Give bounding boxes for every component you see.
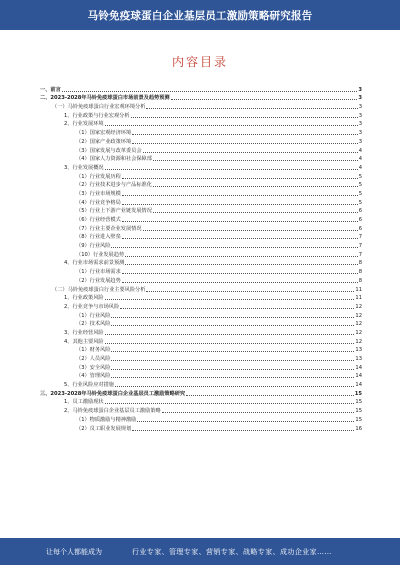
toc-entry-label: 2、行业竞争与市场风险	[64, 303, 120, 310]
toc-entry-page: 3	[358, 104, 362, 111]
toc-entry-page: 13	[355, 356, 362, 362]
toc-entry[interactable]	[40, 258, 362, 267]
toc-entry[interactable]	[40, 371, 362, 380]
toc-entry-page: 7	[358, 234, 362, 241]
toc-leader-dots	[143, 230, 358, 231]
toc-entry-page: 12	[355, 303, 362, 310]
toc-leader-dots	[105, 334, 355, 335]
toc-entry-label: （2）行业技术进步与产品标准化	[76, 182, 152, 189]
toc-entry-label: 5、行业风险应对措施	[64, 382, 114, 389]
toc-entry-page: 3	[358, 86, 362, 93]
toc-entry-page: 5	[358, 173, 362, 180]
toc-entry[interactable]	[40, 336, 362, 345]
toc-leader-dots	[143, 152, 358, 153]
toc-leader-dots	[171, 99, 358, 100]
toc-entry-label: 一、前言	[40, 86, 61, 93]
toc-entry-label: （1）财务风险	[76, 347, 111, 354]
toc-entry[interactable]	[40, 84, 362, 93]
footer-roles: 行业专家、管理专家、营销专家、战略专家、成功企业家……	[132, 547, 332, 556]
toc-entry[interactable]	[40, 180, 362, 189]
toc-entry-label: （3）安全风险	[76, 364, 111, 371]
toc-entry-page: 14	[355, 373, 362, 380]
toc-entry-label: 2、马铃免疫球蛋白企业基层员工激励策略	[64, 408, 161, 415]
toc-leader-dots	[122, 238, 358, 239]
toc-entry[interactable]	[40, 127, 362, 136]
toc-leader-dots	[111, 369, 354, 370]
toc-entry-label: （1）行业发展历程	[76, 173, 121, 180]
toc-entry-page: 15	[355, 399, 362, 406]
toc-entry-label: （2）技术风险	[76, 321, 111, 328]
toc-leader-dots	[111, 325, 354, 326]
toc-entry[interactable]	[40, 249, 362, 258]
toc-entry-page: 3	[358, 95, 362, 102]
toc-leader-dots	[62, 91, 358, 92]
toc-entry-page: 5	[358, 190, 362, 197]
toc-entry-label: 1、行业政策风险	[64, 295, 104, 302]
toc-entry-label: 1、行业政策与行业宏观分析	[64, 112, 130, 119]
toc-entry[interactable]	[40, 345, 362, 354]
toc-entry-page: 13	[355, 347, 362, 354]
toc-entry[interactable]	[40, 136, 362, 145]
toc-entry[interactable]	[40, 423, 362, 432]
toc-entry[interactable]	[40, 188, 362, 197]
toc-entry-label: （10）行业发展趋势	[76, 251, 125, 258]
toc-entry-label: 4、行业市场需求前景预测	[64, 260, 125, 267]
toc-entry-label: （4）管理风险	[76, 373, 111, 380]
toc-entry-page: 3	[358, 138, 362, 145]
toc-entry-label: （8）行业进入壁垒	[76, 234, 121, 241]
toc-entry-page: 6	[358, 225, 362, 232]
toc-leader-dots	[131, 117, 358, 118]
toc-entry-label: （1）物质激励与精神激励	[76, 416, 137, 423]
toc-leader-dots	[132, 143, 358, 144]
table-of-contents	[40, 84, 362, 432]
toc-entry-page: 11	[355, 295, 362, 302]
toc-entry-page: 15	[354, 390, 362, 397]
toc-entry-label: 3、行业发展概况	[64, 164, 104, 171]
toc-entry-label: 1、员工激励现状	[64, 399, 104, 406]
toc-entry-page: 6	[358, 217, 362, 223]
toc-entry[interactable]	[40, 388, 362, 397]
toc-leader-dots	[115, 386, 354, 387]
toc-entry-label: 3、行业经营风险	[64, 329, 104, 336]
toc-entry-page: 12	[355, 321, 362, 328]
toc-entry[interactable]	[40, 266, 362, 275]
toc-leader-dots	[122, 282, 358, 283]
toc-leader-dots	[186, 395, 354, 396]
toc-leader-dots	[105, 343, 355, 344]
toc-entry-label: （1）国家宏观经济环境	[76, 130, 132, 137]
document-footer	[0, 538, 400, 565]
toc-entry-page: 12	[355, 338, 362, 345]
page-title: 内容目录	[171, 55, 228, 69]
toc-leader-dots	[105, 403, 355, 404]
toc-leader-dots	[153, 186, 358, 187]
footer-slogan: 让每个人都能成为	[46, 547, 102, 556]
toc-entry-label: （2）国家产业政策环境	[76, 138, 132, 145]
toc-entry-label: 4、其他主要风险	[64, 338, 104, 345]
toc-entry-page: 7	[358, 251, 362, 258]
toc-entry-page: 5	[358, 199, 362, 206]
toc-leader-dots	[122, 221, 358, 222]
toc-entry[interactable]	[40, 301, 362, 310]
toc-leader-dots	[125, 264, 357, 265]
toc-entry[interactable]	[40, 414, 362, 423]
toc-entry-page: 8	[358, 260, 362, 267]
toc-entry-label: （2）人员风险	[76, 356, 111, 362]
toc-entry-label: （9）行业风险	[76, 243, 111, 250]
toc-entry-page: 6	[358, 208, 362, 215]
document-title: 马铃免疫球蛋白企业基层员工激励策略研究报告	[87, 9, 313, 22]
toc-leader-dots	[122, 195, 358, 196]
toc-entry-page: 12	[355, 329, 362, 336]
toc-entry-page: 15	[355, 408, 362, 415]
toc-entry-page: 4	[358, 156, 362, 163]
toc-entry-page: 12	[355, 312, 362, 319]
toc-entry-label: （4）行业竞争格局	[76, 199, 121, 206]
toc-entry-label: 二、2023-2028年马铃免疫球蛋白市场前景及趋势预测	[40, 95, 170, 102]
toc-leader-dots	[132, 134, 358, 135]
toc-leader-dots	[105, 299, 355, 300]
toc-entry[interactable]	[40, 206, 362, 215]
toc-entry[interactable]	[40, 362, 362, 371]
toc-entry-page: 11	[355, 286, 362, 293]
toc-entry-label: 2、行业发展环境	[64, 121, 104, 128]
toc-entry-label: （1）行业风险	[76, 312, 111, 319]
toc-entry[interactable]	[40, 397, 362, 406]
toc-entry-label: （一）马铃免疫球蛋白行业宏观环境分析	[52, 104, 146, 111]
toc-entry[interactable]	[40, 214, 362, 223]
toc-leader-dots	[137, 421, 354, 422]
toc-entry[interactable]	[40, 379, 362, 388]
toc-entry[interactable]	[40, 405, 362, 414]
toc-entry-label: （6）行业经营模式	[76, 217, 121, 223]
toc-leader-dots	[122, 178, 358, 179]
toc-leader-dots	[111, 247, 357, 248]
toc-entry[interactable]	[40, 327, 362, 336]
toc-entry-label: （7）行业主要企业发展情况	[76, 225, 142, 232]
toc-entry[interactable]	[40, 284, 362, 293]
toc-entry[interactable]	[40, 145, 362, 154]
toc-leader-dots	[146, 108, 357, 109]
toc-entry[interactable]	[40, 293, 362, 302]
toc-entry-page: 4	[358, 147, 362, 154]
toc-leader-dots	[122, 204, 358, 205]
toc-entry[interactable]	[40, 232, 362, 241]
toc-entry-page: 3	[358, 121, 362, 128]
toc-entry-page: 16	[355, 425, 362, 432]
toc-leader-dots	[120, 308, 354, 309]
toc-leader-dots	[132, 430, 354, 431]
toc-entry[interactable]	[40, 171, 362, 180]
toc-entry[interactable]	[40, 353, 362, 362]
toc-entry-page: 7	[358, 243, 362, 250]
document-header	[0, 0, 400, 30]
toc-leader-dots	[111, 377, 354, 378]
toc-entry[interactable]	[40, 197, 362, 206]
toc-leader-dots	[153, 160, 358, 161]
toc-entry-page: 8	[358, 269, 362, 276]
toc-entry-page: 15	[355, 416, 362, 423]
toc-entry-page: 5	[358, 182, 362, 189]
toc-entry-page: 14	[355, 382, 362, 389]
toc-entry-label: （5）行业上下游产业链发展情况	[76, 208, 152, 215]
toc-entry-label: （2）员工职业发展规划	[76, 425, 132, 432]
toc-entry[interactable]	[40, 101, 362, 110]
toc-entry-label: （4）国家人力资源和社会保障部	[76, 156, 152, 163]
toc-leader-dots	[125, 256, 358, 257]
toc-entry[interactable]	[40, 275, 362, 284]
toc-entry[interactable]	[40, 110, 362, 119]
toc-entry-label: （1）行业市场需求	[76, 269, 121, 276]
toc-entry[interactable]	[40, 223, 362, 232]
toc-entry-page: 8	[358, 277, 362, 284]
toc-leader-dots	[105, 169, 358, 170]
toc-leader-dots	[122, 273, 358, 274]
toc-entry-label: （二）马铃免疫球蛋白行业主要风险分析	[52, 286, 146, 293]
toc-entry-label: （3）国家发展与改革委员会	[76, 147, 142, 154]
toc-leader-dots	[111, 317, 354, 318]
toc-entry-page: 3	[358, 112, 362, 119]
toc-entry-page: 4	[358, 164, 362, 171]
toc-leader-dots	[105, 125, 358, 126]
toc-entry[interactable]	[40, 310, 362, 319]
toc-entry[interactable]	[40, 240, 362, 249]
toc-entry[interactable]	[40, 119, 362, 128]
toc-entry[interactable]	[40, 154, 362, 163]
toc-entry-label: （3）行业市场规模	[76, 190, 121, 197]
toc-leader-dots	[146, 291, 354, 292]
toc-leader-dots	[111, 351, 354, 352]
toc-entry-label: （2）行业发展趋势	[76, 277, 121, 284]
toc-leader-dots	[111, 360, 354, 361]
toc-leader-dots	[162, 412, 355, 413]
toc-entry[interactable]	[40, 93, 362, 102]
toc-entry[interactable]	[40, 162, 362, 171]
toc-entry-label: 三、2023-2028年马铃免疫球蛋白企业基层员工激励策略研究	[40, 390, 186, 397]
toc-entry[interactable]	[40, 319, 362, 328]
toc-leader-dots	[153, 212, 358, 213]
toc-entry-page: 14	[355, 364, 362, 371]
toc-entry-page: 3	[358, 130, 362, 137]
